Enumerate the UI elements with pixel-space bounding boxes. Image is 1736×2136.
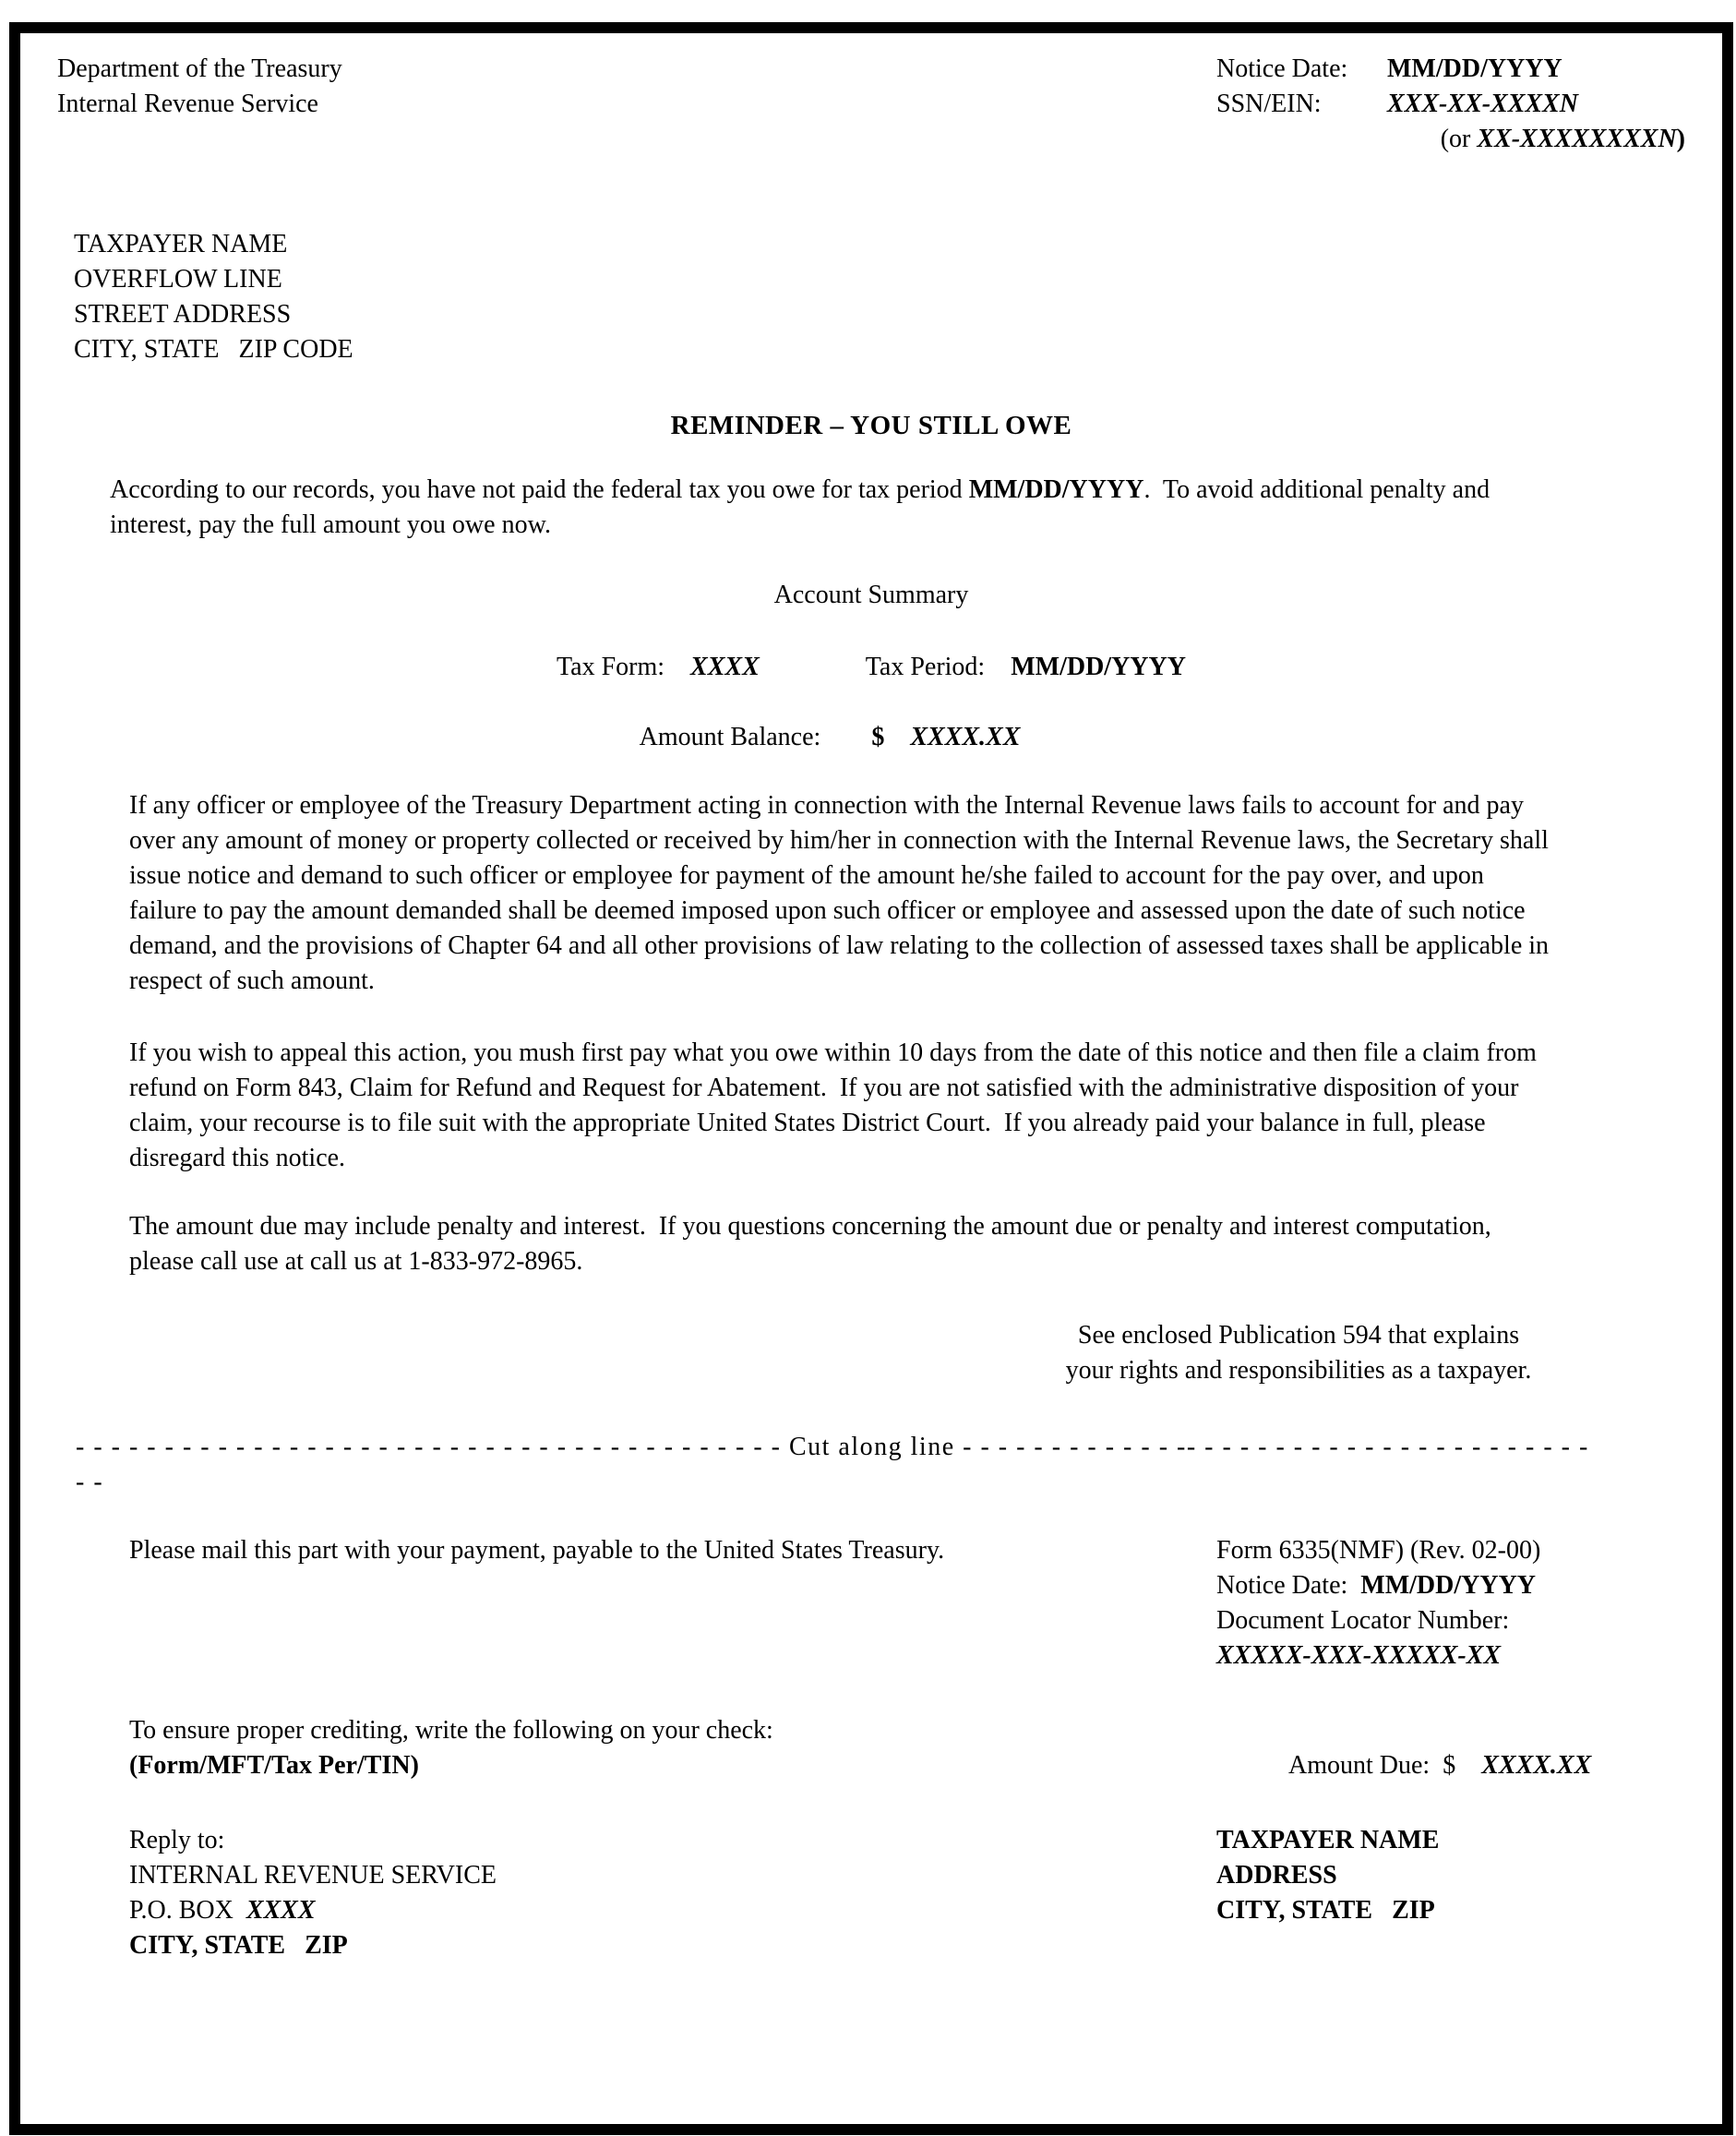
- po-box-value: XXXX: [245, 1896, 316, 1925]
- tax-period-value: MM/DD/YYYY: [1011, 653, 1186, 681]
- form-info-block: [1216, 1533, 1685, 1674]
- intro-tax-period-value: MM/DD/YYYY: [968, 475, 1144, 504]
- notice-date-row: [1216, 52, 1685, 87]
- cut-along-line: [76, 1430, 1676, 1500]
- check-instruction: To ensure proper crediting, write the following on your check:: [129, 1716, 773, 1745]
- check-instruction-block: [129, 1713, 1216, 1783]
- publication-note: [985, 1318, 1612, 1388]
- amount-due-value: XXXX.XX: [1481, 1751, 1592, 1780]
- stub-mail-row: [129, 1533, 1685, 1674]
- notice-document: [20, 33, 1722, 2124]
- spacer: [760, 650, 866, 685]
- account-summary-heading: Account Summary: [773, 581, 969, 609]
- cut-line-label: Cut along line: [788, 1433, 955, 1461]
- amount-due-currency: $: [1443, 1751, 1456, 1780]
- account-summary-row-1: [57, 650, 1685, 685]
- recipient-city-state-zip: CITY, STATE ZIP CODE: [74, 335, 353, 364]
- header: [57, 52, 1685, 157]
- cut-dashes-left: - - - - - - - - - - - - - - - - - - - - - - - - - - - - - - - - - - - - - - - -: [76, 1433, 789, 1461]
- tax-period-label: Tax Period:: [865, 653, 986, 681]
- stub-taxpayer-name: TAXPAYER NAME: [1216, 1826, 1440, 1854]
- ssn-ein-alt-row: [1216, 122, 1685, 157]
- spacer: [985, 650, 1011, 685]
- ssn-ein-alt-suffix: ): [1676, 125, 1685, 153]
- legal-paragraph-officer: If any officer or employee of the Treasury Department acting in connection with the Internal Revenue laws fails to account for and pay over any amount of money or property collected or received by him/her in connection with the Internal Revenue laws, the Secretary shall issue notice and demand to such officer or employee for payment of the amount he/she failed to account for the pay over, and upon failure to pay the amount demanded shall be deemed imposed upon such officer or employee and assessed upon the date of such notice demand, and the provisions of Chapter 64 and all other provisions of law relating to the collection of assessed taxes shall be applicable in respect of such amount.: [129, 791, 1556, 995]
- stub-taxpayer-address: ADDRESS: [1216, 1861, 1337, 1890]
- tax-form-label: Tax Form:: [557, 653, 665, 681]
- amount-due-label: Amount Due:: [1288, 1751, 1443, 1780]
- legal-paragraph-appeal: If you wish to appeal this action, you mush first pay what you owe within 10 days from the date of this notice and then file a claim from refund on Form 843, Claim for Refund and Request for Abatement. If you are not satisfied with the administrative disposition of your claim, your recourse is to file suit with the appropriate United States District Court. If you already paid your balance in full, please disregard this notice.: [129, 1038, 1543, 1172]
- check-format: (Form/MFT/Tax Per/TIN): [129, 1751, 419, 1780]
- intro-text-after: . To avoid additional penalty and interest, pay the full amount you owe now.: [110, 475, 1497, 539]
- dln-value: XXXXX-XXX-XXXXX-XX: [1216, 1641, 1502, 1670]
- recipient-overflow: OVERFLOW LINE: [74, 265, 282, 294]
- notice-date-label: Notice Date:: [1216, 54, 1348, 83]
- stub-address-row: [129, 1823, 1685, 1963]
- stub-check-row: [129, 1713, 1685, 1783]
- amount-balance-value: XXXX.XX: [910, 723, 1021, 751]
- stub-notice-date-value: MM/DD/YYYY: [1360, 1571, 1537, 1600]
- recipient-street: STREET ADDRESS: [74, 300, 292, 329]
- agency-line-2: Internal Revenue Service: [57, 90, 318, 118]
- ssn-ein-row: [1216, 87, 1685, 122]
- reply-address-line-3: CITY, STATE ZIP: [129, 1931, 348, 1960]
- ssn-ein-alt-value: XX-XXXXXXXXN: [1477, 125, 1677, 153]
- account-summary-row-2: [20, 720, 1644, 755]
- reply-to-label: Reply to:: [129, 1826, 225, 1854]
- cut-line-row: [76, 1430, 1676, 1465]
- legal-paragraph-amount-due: The amount due may include penalty and interest. If you questions concerning the amount due or penalty and interest computation, please call use at call us at 1-833-972-8965.: [129, 1212, 1498, 1276]
- mail-instruction: Please mail this part with your payment, payable to the United States Treasury.: [129, 1536, 945, 1565]
- stub-notice-date-row: [1216, 1568, 1685, 1603]
- stub-taxpayer-city-state-zip: CITY, STATE ZIP: [1216, 1896, 1435, 1925]
- notice-title: REMINDER – YOU STILL OWE: [670, 411, 1072, 440]
- publication-note-line-2: your rights and responsibilities as a taxpayer.: [1065, 1356, 1532, 1385]
- spacer: [884, 720, 910, 755]
- ssn-ein-value: XXX-XX-XXXXN: [1387, 90, 1578, 118]
- notice-meta-block: [1216, 52, 1685, 157]
- dln-label: Document Locator Number:: [1216, 1606, 1510, 1635]
- spacer: [820, 720, 871, 755]
- amount-balance-label: Amount Balance:: [639, 723, 821, 751]
- agency-line-1: Department of the Treasury: [57, 54, 342, 83]
- reply-address-line-1: INTERNAL REVENUE SERVICE: [129, 1861, 497, 1890]
- stub-taxpayer-block: [1216, 1823, 1685, 1963]
- publication-note-line-1: See enclosed Publication 594 that explains: [1077, 1321, 1520, 1350]
- recipient-name: TAXPAYER NAME: [74, 230, 288, 258]
- ssn-ein-label: SSN/EIN:: [1216, 90, 1322, 118]
- intro-text-before: According to our records, you have not paid the federal tax you owe for tax period: [110, 475, 969, 504]
- recipient-address-block: [74, 227, 1685, 367]
- agency-block: [57, 52, 342, 157]
- ssn-ein-alt-prefix: (or: [1440, 125, 1478, 153]
- cut-dashes-overflow: - -: [76, 1468, 104, 1496]
- amount-due-block: [1216, 1748, 1685, 1783]
- spacer: [664, 650, 690, 685]
- currency-sign: $: [871, 723, 885, 751]
- reply-to-block: [129, 1823, 1216, 1963]
- amount-due-row: [1216, 1748, 1685, 1783]
- cut-dashes-right: - - - - - - - - - - - - -- - - - - - - - - - - - - - - - - - - - - - -: [954, 1433, 1589, 1461]
- form-number: Form 6335(NMF) (Rev. 02-00): [1216, 1536, 1541, 1565]
- tax-form-value: XXXX: [690, 653, 760, 681]
- stub-notice-date-label: Notice Date:: [1216, 1571, 1361, 1600]
- po-box-label: P.O. BOX: [129, 1896, 246, 1925]
- notice-date-value: MM/DD/YYYY: [1387, 54, 1562, 83]
- reply-address-line-2: [129, 1893, 1198, 1928]
- intro-paragraph: [110, 473, 1536, 543]
